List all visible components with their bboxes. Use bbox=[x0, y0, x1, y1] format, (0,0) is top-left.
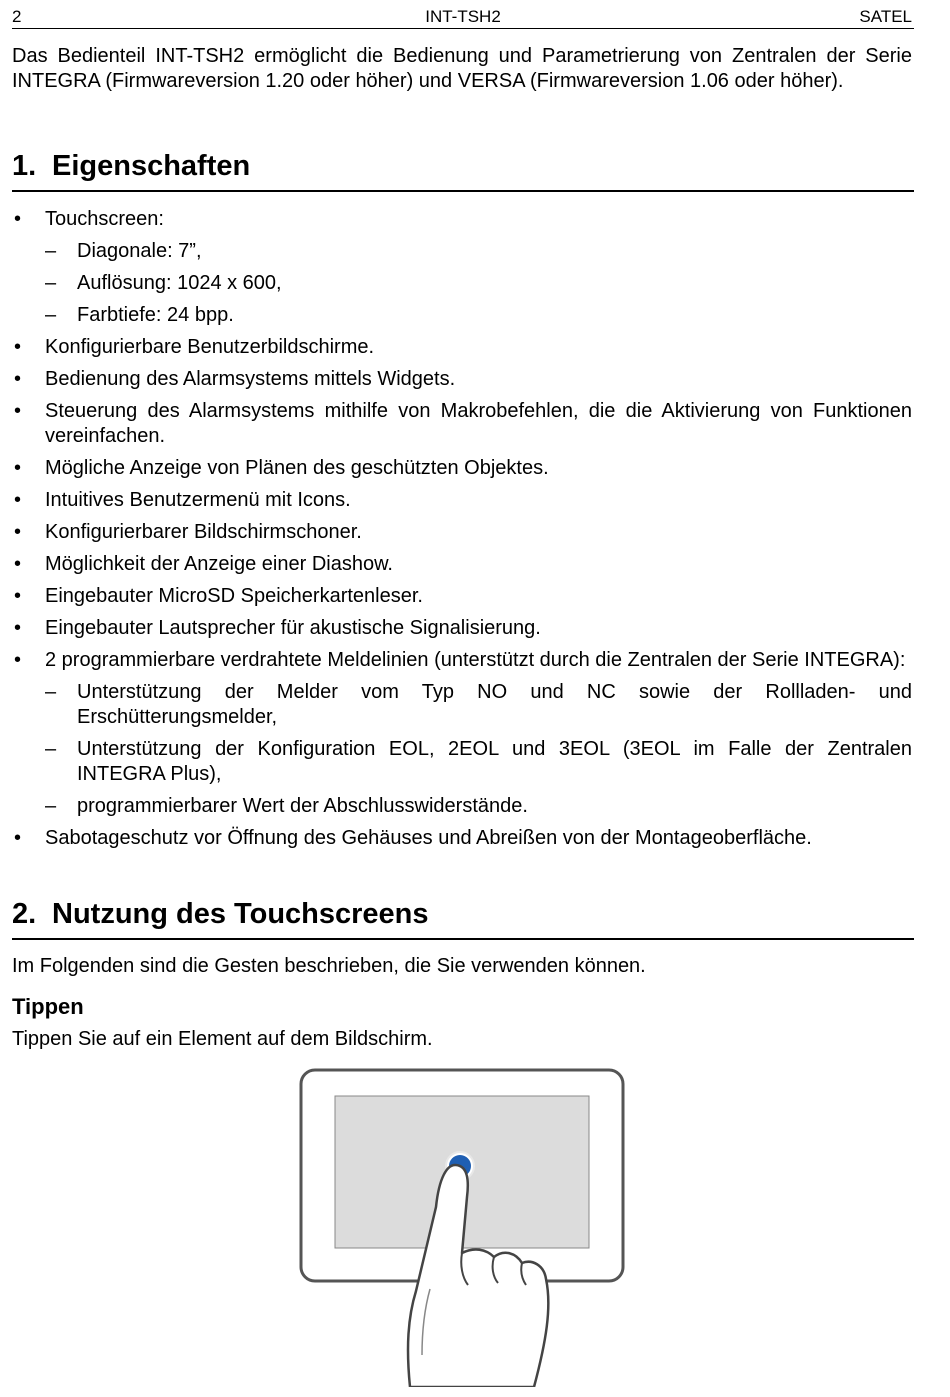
bullet-marker: • bbox=[14, 553, 22, 575]
dash-marker: – bbox=[45, 738, 57, 760]
list-item-text: Intuitives Benutzermenü mit Icons. bbox=[45, 489, 351, 511]
dash-marker: – bbox=[45, 681, 57, 703]
list-item bbox=[12, 616, 912, 641]
list-item-text: Konfigurierbarer Bildschirmschoner. bbox=[45, 521, 362, 543]
sub-list-item bbox=[12, 303, 912, 328]
list-item-text: Steuerung des Alarmsystems mithilfe von Makrobefehlen, die die Aktivierung von Funktionen vereinfachen. bbox=[45, 400, 912, 447]
list-item bbox=[12, 456, 912, 481]
brand-name: SATEL bbox=[859, 7, 912, 26]
list-item-text: Eingebauter MicroSD Speicherkartenleser. bbox=[45, 585, 423, 607]
page-header bbox=[12, 4, 914, 29]
list-item-text: Möglichkeit der Anzeige einer Diashow. bbox=[45, 553, 393, 575]
bullet-marker: • bbox=[14, 617, 22, 639]
list-item bbox=[12, 648, 912, 673]
section-number: 2. bbox=[12, 898, 37, 930]
list-item bbox=[12, 520, 912, 545]
list-item-text: programmierbarer Wert der Abschlusswiderstände. bbox=[77, 795, 528, 817]
section-intro: Im Folgenden sind die Gesten beschrieben, die Sie verwenden können. bbox=[12, 955, 646, 977]
document-title: INT-TSH2 bbox=[425, 7, 501, 26]
list-item-text: Diagonale: 7”, bbox=[77, 240, 202, 262]
list-item bbox=[12, 552, 912, 577]
bullet-marker: • bbox=[14, 489, 22, 511]
list-item bbox=[12, 826, 912, 851]
section-heading-touchscreen bbox=[12, 898, 914, 940]
list-item-text: Farbtiefe: 24 bpp. bbox=[77, 304, 234, 326]
bullet-marker: • bbox=[14, 400, 22, 422]
list-item-text: Konfigurierbare Benutzerbildschirme. bbox=[45, 336, 375, 358]
sub-list-item bbox=[12, 794, 912, 819]
bullet-marker: • bbox=[14, 457, 22, 479]
list-item bbox=[12, 399, 912, 449]
list-item bbox=[12, 207, 912, 232]
list-item bbox=[12, 367, 912, 392]
tap-description: Tippen Sie auf ein Element auf dem Bildschirm. bbox=[12, 1028, 433, 1050]
dash-marker: – bbox=[45, 304, 57, 326]
section-number: 1. bbox=[12, 150, 37, 182]
intro-paragraph: Das Bedienteil INT-TSH2 ermöglicht die Bedienung und Parametrierung von Zentralen der Serie INTEGRA (Firmwareversion 1.20 oder höher) und VERSA (Firmwareversion 1.06 oder höher). bbox=[12, 45, 912, 92]
sub-list-item bbox=[12, 680, 912, 730]
sub-list-item bbox=[12, 271, 912, 296]
list-item-text: Unterstützung der Melder vom Typ NO und NC sowie der Rollladen- und Erschütterungsmelder, bbox=[77, 681, 912, 728]
section-heading-eigenschaften bbox=[12, 150, 914, 192]
bullet-marker: • bbox=[14, 585, 22, 607]
feature-list bbox=[12, 207, 912, 851]
sub-list-item bbox=[12, 737, 912, 787]
list-item-text: Unterstützung der Konfiguration EOL, 2EOL und 3EOL (3EOL im Falle der Zentralen INTEGRA Plus), bbox=[77, 738, 912, 785]
bullet-marker: • bbox=[14, 521, 22, 543]
dash-marker: – bbox=[45, 795, 57, 817]
bullet-marker: • bbox=[14, 336, 22, 358]
bullet-marker: • bbox=[14, 827, 22, 849]
tap-gesture-illustration bbox=[298, 1067, 628, 1387]
list-item-text: Bedienung des Alarmsystems mittels Widgets. bbox=[45, 368, 456, 390]
list-item bbox=[12, 488, 912, 513]
bullet-marker: • bbox=[14, 368, 22, 390]
section-title: Eigenschaften bbox=[52, 150, 251, 182]
sub-list-item bbox=[12, 239, 912, 264]
list-item-text: Touchscreen: bbox=[45, 208, 164, 230]
bullet-marker: • bbox=[14, 649, 22, 671]
dash-marker: – bbox=[45, 240, 57, 262]
list-item-text: Eingebauter Lautsprecher für akustische Signalisierung. bbox=[45, 617, 541, 639]
list-item-text: 2 programmierbare verdrahtete Meldelinien (unterstützt durch die Zentralen der Serie INTEGRA): bbox=[45, 649, 906, 671]
list-item-text: Mögliche Anzeige von Plänen des geschützten Objektes. bbox=[45, 457, 549, 479]
subheading-tippen: Tippen bbox=[12, 994, 84, 1019]
list-item-text: Sabotageschutz vor Öffnung des Gehäuses und Abreißen von der Montageoberfläche. bbox=[45, 827, 812, 849]
list-item bbox=[12, 335, 912, 360]
page-number: 2 bbox=[12, 7, 22, 26]
section-title: Nutzung des Touchscreens bbox=[52, 898, 429, 930]
dash-marker: – bbox=[45, 272, 57, 294]
list-item-text: Auflösung: 1024 x 600, bbox=[77, 272, 282, 294]
tap-gesture-icon bbox=[298, 1067, 628, 1387]
bullet-marker: • bbox=[14, 208, 22, 230]
list-item bbox=[12, 584, 912, 609]
